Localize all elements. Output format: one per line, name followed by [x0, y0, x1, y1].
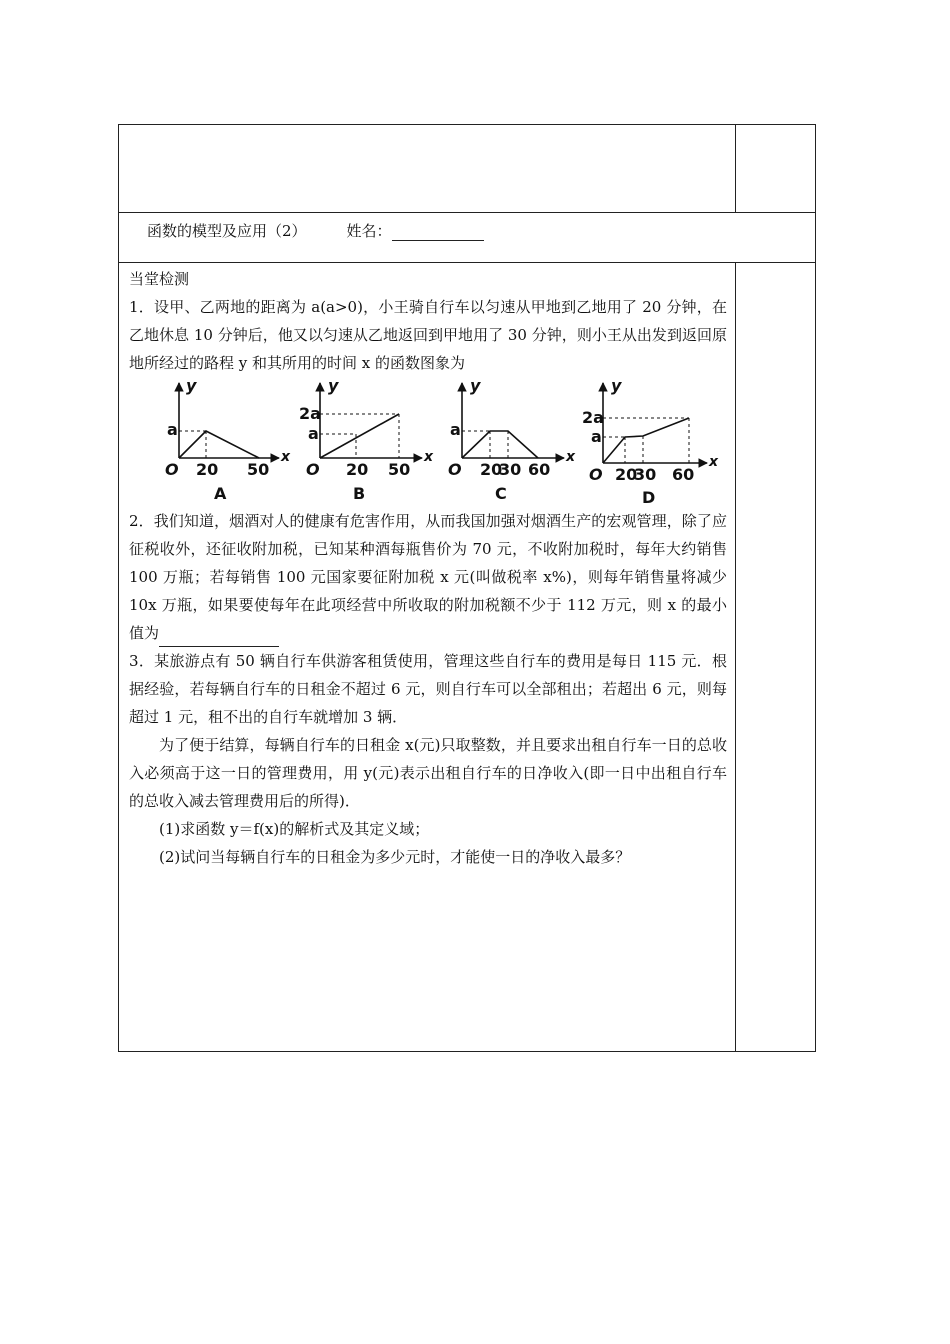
graph-a-letter: A [214, 484, 227, 503]
graph-d-tick-60: 60 [672, 465, 695, 484]
graph-a-x-label: x [281, 449, 291, 465]
question-1-graphs [129, 379, 727, 507]
name-blank[interactable] [392, 224, 484, 241]
graph-c-origin: O [448, 460, 462, 479]
header-row [147, 220, 484, 241]
graph-b-curve [320, 414, 399, 458]
row-divider-2 [119, 262, 815, 263]
row-divider-1 [119, 212, 815, 213]
question-3-sub2: (2)试问当每辆自行车的日租金为多少元时，才能使一日的净收入最多？ [159, 848, 631, 866]
question-2-answer-blank[interactable] [159, 630, 279, 647]
graph-b-y-label: y [328, 379, 339, 395]
graph-b-letter: B [353, 484, 366, 503]
graph-d-tick-30: 30 [634, 465, 657, 484]
question-2-text: 2．我们知道，烟酒对人的健康有危害作用，从而我国加强对烟酒生产的宏观管理，除了应征税收外，还征收附加税，已知某种酒每瓶售价为 70 元，不收附加税时，每年大约销售 100 万瓶；若每销售 100 元国家要征附加税 x 元(叫做税率 x%)，则每年销售量将减少 10x 万瓶，如果要使每年在此项经营中所收取的附加税额不少于 112 万元，则 x 的最小值为 [129, 512, 727, 642]
graph-a-tick-50: 50 [247, 460, 270, 479]
graph-a-origin: O [165, 460, 179, 479]
graph-a-a-label: a [167, 420, 178, 439]
graph-d-tick-20: 20 [615, 465, 638, 484]
column-divider-bottom [735, 262, 736, 1051]
graph-a-tick-20: 20 [196, 460, 219, 479]
graph-c-tick-20: 20 [480, 460, 503, 479]
lesson-title: 函数的模型及应用（2） [147, 222, 307, 240]
graph-b-origin: O [306, 460, 320, 479]
question-3-para2: 为了便于结算，每辆自行车的日租金 x(元)只取整数，并且要求出租自行车一日的总收入必须高于这一日的管理费用，用 y(元)表示出租自行车的日净收入(即一日中出租自行车的总收入减去管理费用后的所得)． [129, 736, 727, 810]
question-2 [129, 507, 727, 647]
worksheet-table [118, 124, 816, 1052]
graph-c-tick-30: 30 [499, 460, 522, 479]
graph-d-letter: D [642, 488, 656, 507]
graph-d [603, 383, 707, 463]
graph-b-tick-50: 50 [388, 460, 411, 479]
graph-b-a-label: a [308, 424, 319, 443]
graph-b-x-label: x [424, 449, 434, 465]
graph-d-a-label: a [591, 427, 602, 446]
graph-a-curve [179, 431, 259, 458]
graph-a-y-label: y [186, 379, 197, 395]
graph-c-curve [462, 431, 538, 458]
graph-c-x-label: x [566, 449, 576, 465]
section-title: 当堂检测 [129, 270, 190, 288]
graph-options-svg [129, 379, 727, 507]
question-1-text: 1．设甲、乙两地的距离为 a(a>0)，小王骑自行车以匀速从甲地到乙地用了 20 分钟，在乙地休息 10 分钟后，他又以匀速从乙地返回到甲地用了 30 分钟，则小王从出发到返回原地所经过的路程 y 和其所用的时间 x 的函数图象为 [129, 298, 727, 372]
graph-d-curve [603, 418, 689, 463]
main-content [129, 265, 727, 871]
graph-b-tick-20: 20 [346, 460, 369, 479]
question-3-text: 3．某旅游点有 50 辆自行车供游客租赁使用，管理这些自行车的费用是每日 115 元．根据经验，若每辆自行车的日租金不超过 6 元，则自行车可以全部租出；若超出 6 元，则每超过 1 元，租不出的自行车就增加 3 辆． [129, 652, 727, 726]
graph-b-2a-label: 2a [299, 404, 321, 423]
question-3-sub1: (1)求函数 y＝f(x)的解析式及其定义域； [159, 820, 430, 838]
name-label: 姓名： [346, 222, 392, 240]
graph-c-y-label: y [470, 379, 481, 395]
graph-c-letter: C [495, 484, 507, 503]
graph-d-y-label: y [611, 379, 622, 395]
graph-d-origin: O [589, 465, 603, 484]
graph-d-2a-label: 2a [582, 408, 604, 427]
graph-d-x-label: x [709, 454, 719, 470]
column-divider-top [735, 125, 736, 212]
graph-c-a-label: a [450, 420, 461, 439]
graph-c-tick-60: 60 [528, 460, 551, 479]
